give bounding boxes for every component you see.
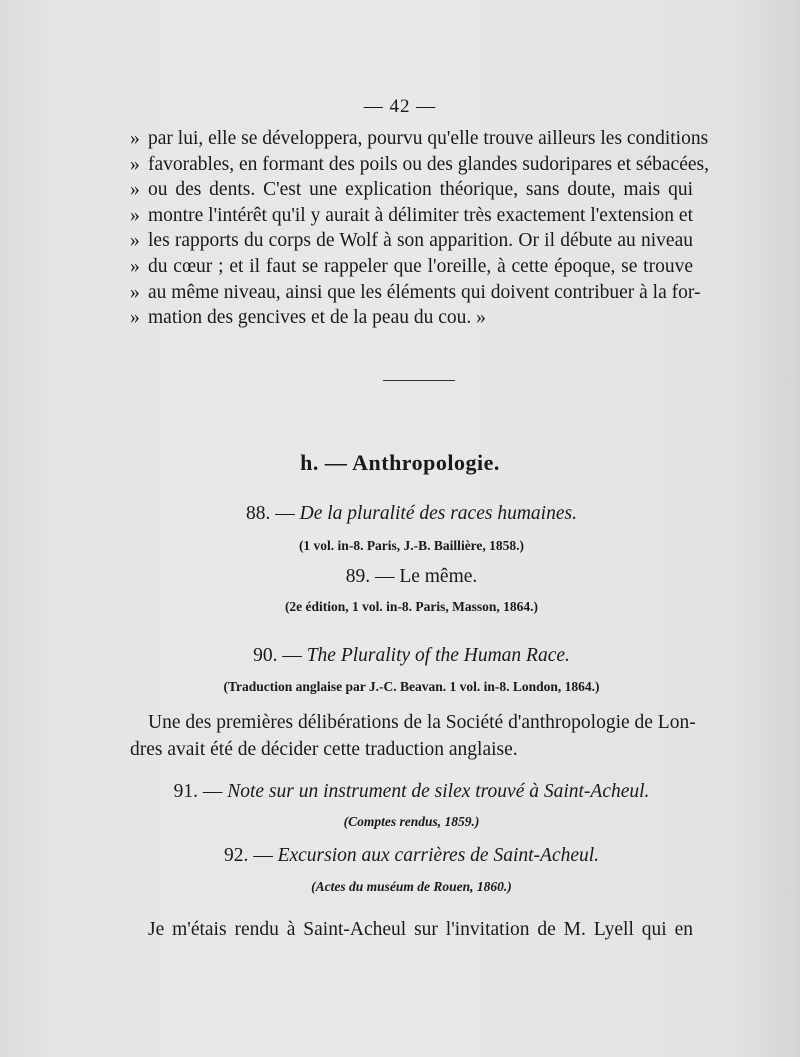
entry-89-title: 89. — Le même. (345, 566, 478, 587)
page-number: — 42 — (363, 96, 437, 117)
entry-88-note: (1 vol. in-8. Paris, J.-B. Baillière, 1858.) (298, 538, 525, 553)
quote-line: » montre l'intérêt qu'il y aurait à délimiter très exactement l'extension et (130, 204, 693, 226)
entry-91-note: (Comptes rendus, 1859.) (343, 814, 480, 829)
quote-line: » du cœur ; et il faut se rappeler que l'oreille, à cette époque, se trouve (130, 255, 693, 277)
entry-90-title: 90. — The Plurality of the Human Race. (253, 645, 570, 666)
quote-line: » favorables, en formant des poils ou des glandes sudoripares et sébacées, (130, 153, 709, 175)
quote-line: » ou des dents. C'est une explication théorique, sans doute, mais qui (130, 179, 693, 201)
quotation-block (130, 126, 709, 331)
quote-line: » par lui, elle se développera, pourvu qu'elle trouve ailleurs les conditions (130, 128, 709, 149)
quote-line: » au même niveau, ainsi que les éléments qui doivent contribuer à la for- (130, 281, 701, 303)
quote-line: » les rapports du corps de Wolf à son apparition. Or il débute au niveau (130, 230, 693, 252)
entry-89-note: (2e édition, 1 vol. in-8. Paris, Masson, 1864.) (284, 599, 539, 614)
entry-91-title: 91. — Note sur un instrument de silex trouvé à Saint-Acheul. (173, 781, 650, 802)
paragraph-translation: Une des premières délibérations de la Société d'anthropologie de Lon- dres avait été de décider cette traduction anglaise. (130, 712, 696, 760)
entry-92-title: 92. — Excursion aux carrières de Saint-Acheul. (223, 845, 600, 866)
section-heading: h. — Anthropologie. (300, 450, 500, 475)
entry-90-note: (Traduction anglaise par J.-C. Beavan. 1 vol. in-8. London, 1864.) (223, 679, 600, 694)
quote-line: » mation des gencives et de la peau du cou. » (130, 307, 486, 329)
paragraph-saint-acheul: Je m'étais rendu à Saint-Acheul sur l'invitation de M. Lyell qui en (148, 919, 693, 940)
section-divider (383, 380, 455, 381)
entry-88-title: 88. — De la pluralité des races humaines. (246, 503, 577, 524)
entry-92-note: (Actes du muséum de Rouen, 1860.) (311, 879, 512, 894)
